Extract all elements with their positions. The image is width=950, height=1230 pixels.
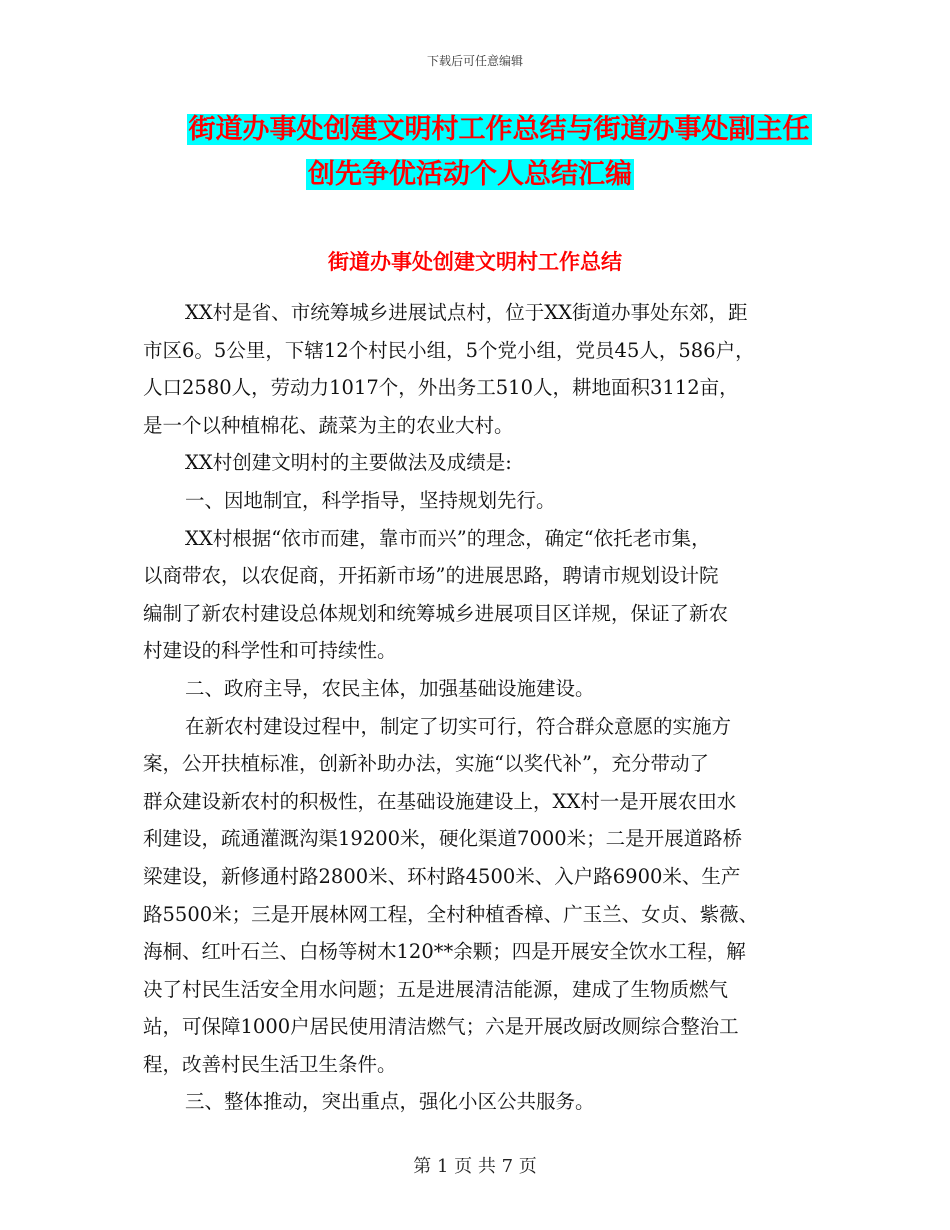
body-line: 在新农村建设过程中，制定了切实可行，符合群众意愿的实施方: [185, 714, 732, 738]
body-line: XX村是省、市统筹城乡进展试点村，位于XX街道办事处东郊，距: [185, 301, 748, 324]
body-line: 市区6。5公里，下辖12个村民小组，5个党小组，党员45人，586户，: [143, 338, 755, 362]
body-line: XX村根据“依市而建，靠市而兴”的理念，确定“依托老市集，: [185, 526, 711, 550]
body-line: 案，公开扶植标准，创新补助办法，实施“以奖代补”，充分带动了: [143, 752, 709, 776]
body-line: 路5500米；三是开展林网工程，全村种植香樟、广玉兰、女贞、紫薇、: [143, 902, 759, 926]
body-line: 以商带农，以农促商，开拓新市场”的进展思路，聘请市规划设计院: [143, 564, 719, 588]
body-text: [143, 294, 818, 1121]
document-title-line-1: [24, 110, 950, 150]
body-line: 人口2580人，劳动力1017个，外出务工510人，耕地面积3112亩，: [143, 376, 739, 400]
body-line: 二、政府主导，农民主体，加强基础设施建设。: [185, 676, 595, 700]
body-line: 决了村民生活安全用水问题；五是进展清洁能源，建成了生物质燃气: [143, 977, 729, 1001]
body-line: 站，可保障1000户居民使用清洁燃气；六是开展改厨改厕综合整治工: [143, 1015, 739, 1039]
page-footer: 第 1 页 共 7 页: [413, 1156, 537, 1177]
document-title-line-2-text: 创先争优活动个人总结汇编: [308, 159, 632, 190]
body-line: 海桐、红叶石兰、白杨等树木120**余颗；四是开展安全饮水工程，解: [143, 940, 746, 964]
body-line: 一、因地制宜，科学指导，坚持规划先行。: [185, 488, 556, 512]
body-line: 村建设的科学性和可持续性。: [143, 639, 397, 663]
body-line: 编制了新农村建设总体规划和统筹城乡进展项目区详规，保证了新农: [143, 601, 729, 625]
document-title-line-1-text: 街道办事处创建文明村工作总结与街道办事处副主任: [188, 114, 810, 145]
body-line: 程，改善村民生活卫生条件。: [143, 1052, 397, 1076]
section-title: 街道办事处创建文明村工作总结: [328, 250, 622, 274]
body-line: 梁建设，新修通村路2800米、环村路4500米、入户路6900米、生产: [143, 864, 741, 888]
body-line: 是一个以种植棉花、蔬菜为主的农业大村。: [143, 413, 514, 437]
body-line: XX村创建文明村的主要做法及成绩是:: [185, 451, 512, 475]
document-title-line-2: [0, 155, 945, 195]
body-line: 群众建设新农村的积极性，在基础设施建设上，XX村一是开展农田水: [143, 789, 737, 813]
page-header: 下载后可任意编辑: [426, 54, 523, 68]
body-line: 三、整体推动，突出重点，强化小区公共服务。: [185, 1090, 595, 1114]
body-line: 利建设，疏通灌溉沟渠19200米，硬化渠道7000米；二是开展道路桥: [143, 827, 743, 851]
